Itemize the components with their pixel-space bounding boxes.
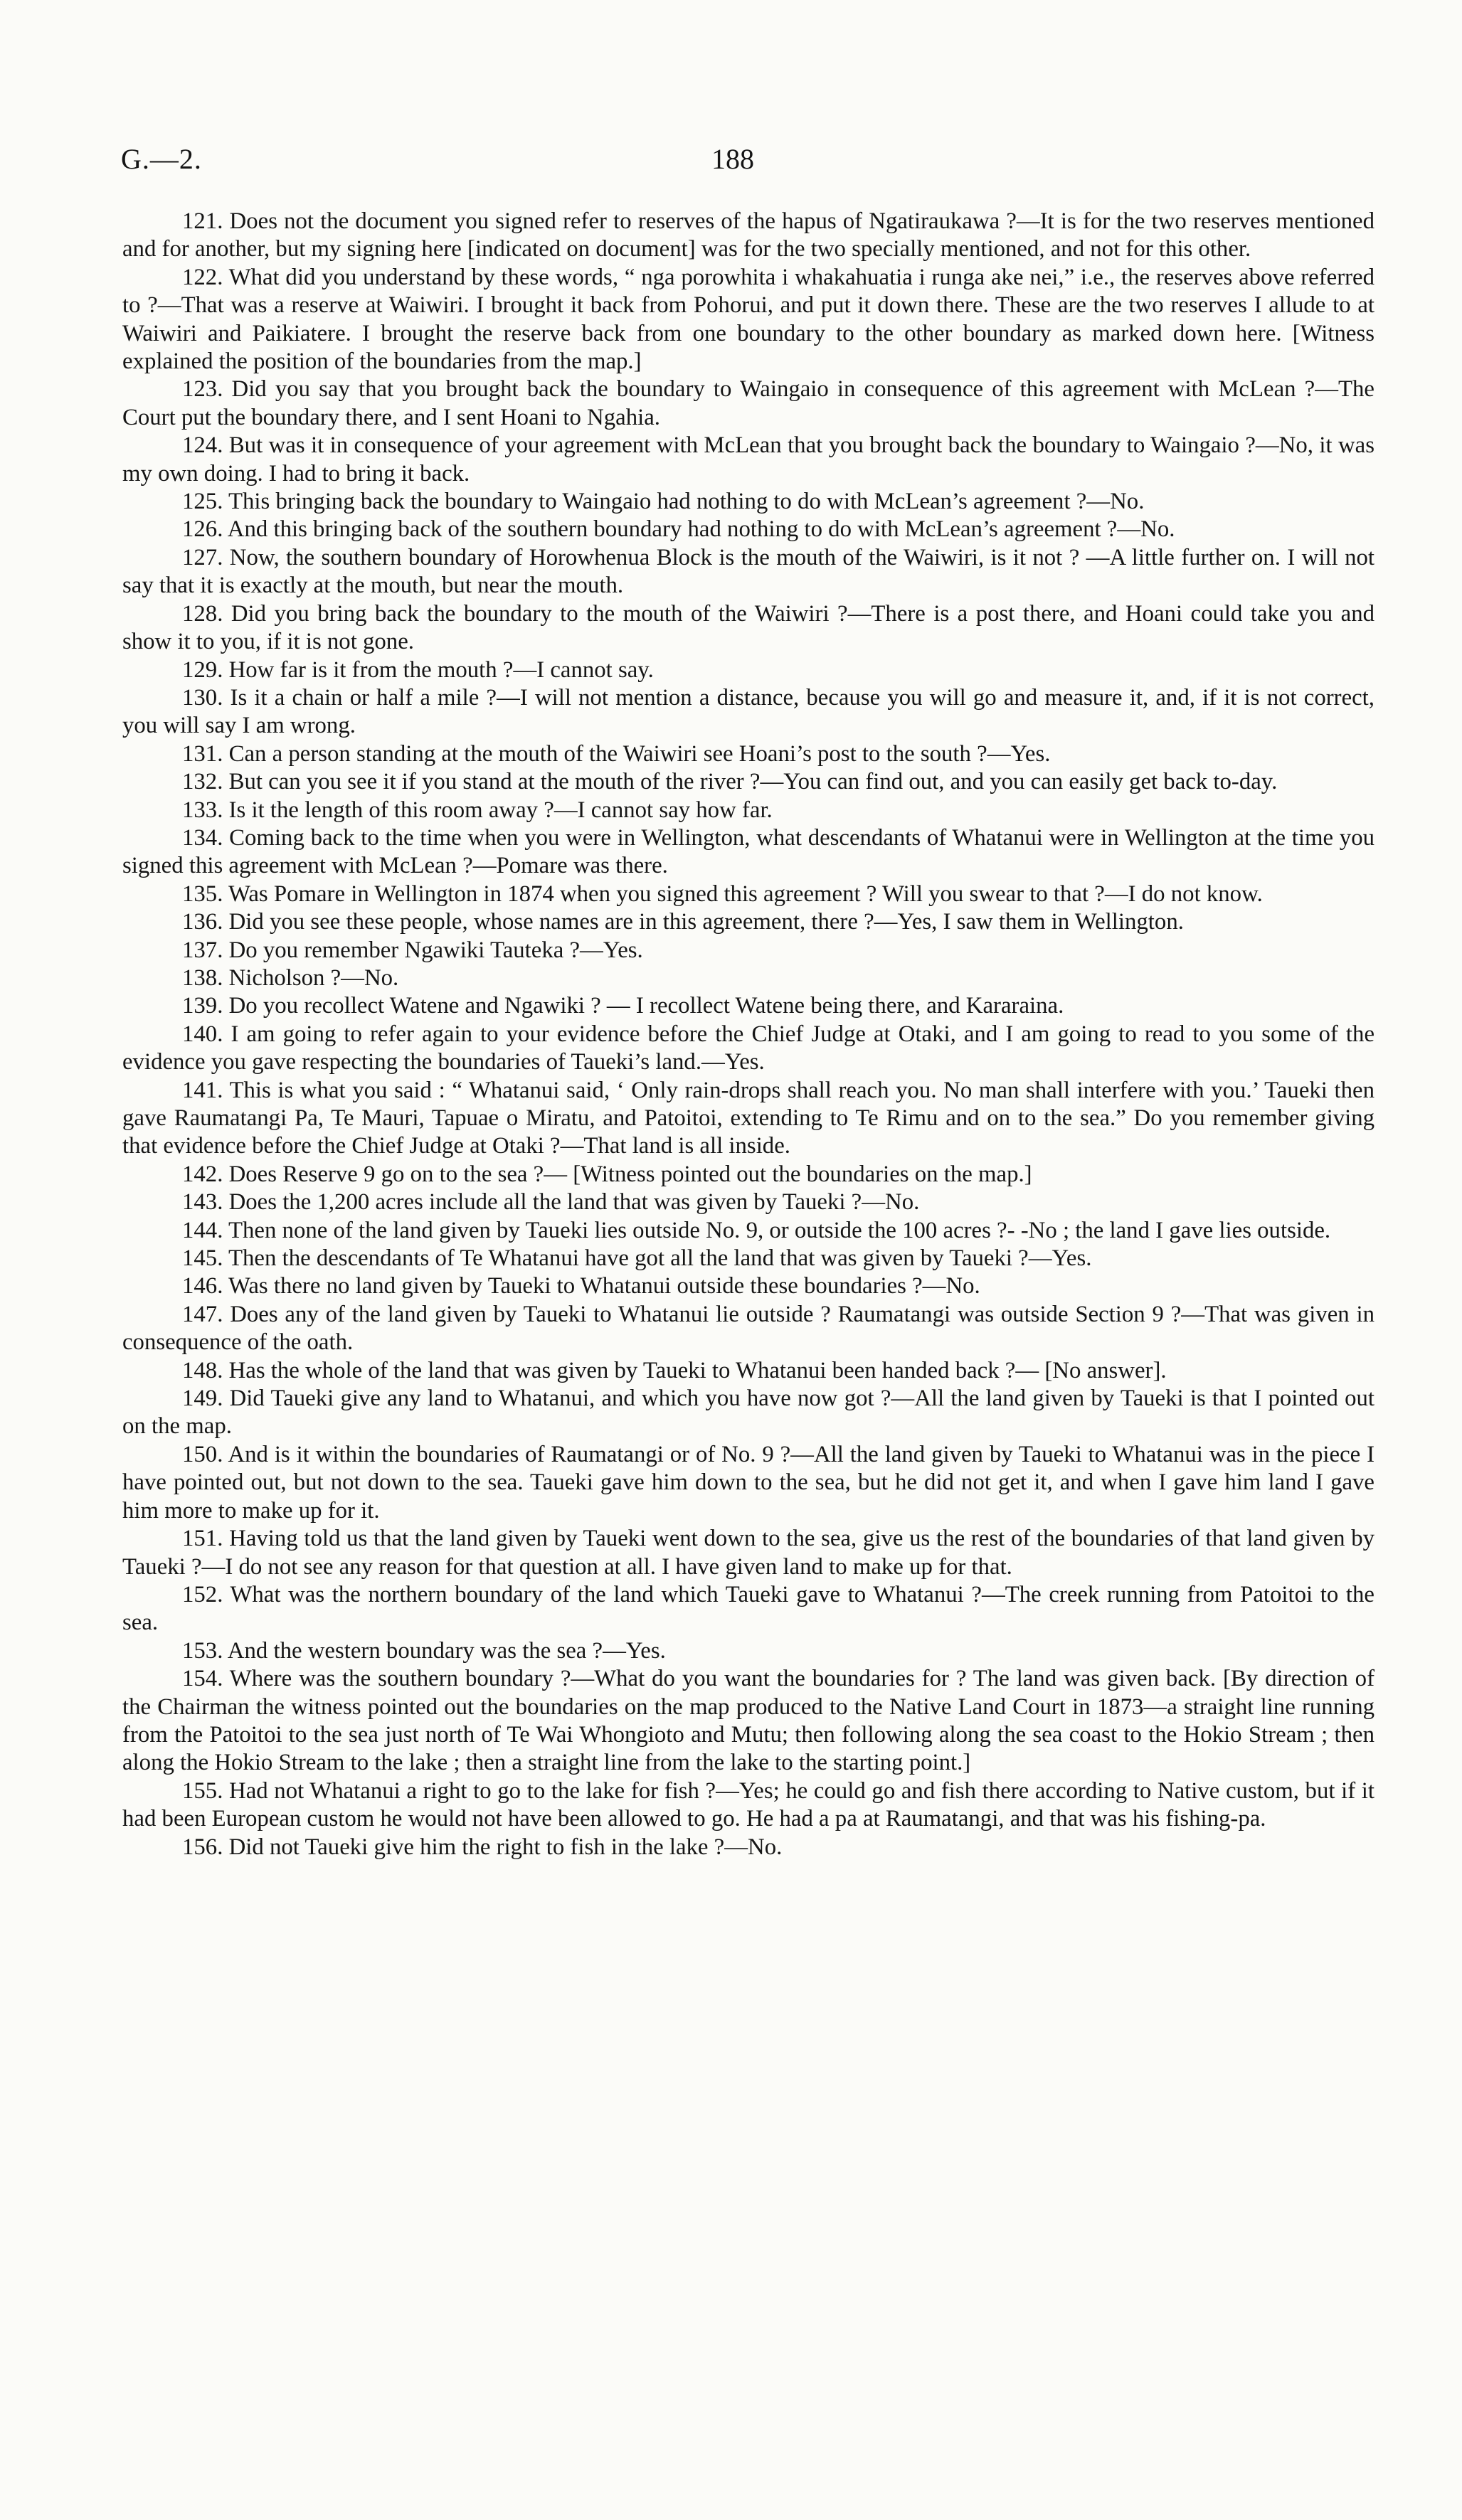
document-reference: G.—2.: [121, 143, 202, 175]
question-paragraph: 139. Do you recollect Watene and Ngawiki ? — I recollect Watene being there, and Kararaina.: [182, 993, 1064, 1019]
question-paragraph: 130. Is it a chain or half a mile ?—I will not mention a distance, because you will go and measure it, and, if it is not correct, you will say I am wrong.: [122, 684, 1374, 739]
question-paragraph: 141. This is what you said : “ Whatanui said, ‘ Only rain-drops shall reach you. No man shall interfere with you.’ Taueki then gave Raumatangi Pa, Te Mauri, Tapuae o Miratu, and Patoitoi, extending to Te Rimu and on to the sea.” Do you remember giving that evidence before the Chief Judge at Otaki ?—That land is all inside.: [122, 1077, 1374, 1159]
question-paragraph: 137. Do you remember Ngawiki Tauteka ?—Yes.: [182, 937, 643, 963]
question-paragraph: 142. Does Reserve 9 go on to the sea ?— [Witness pointed out the boundaries on the map.]: [182, 1161, 1032, 1187]
question-paragraph: 136. Did you see these people, whose names are in this agreement, there ?—Yes, I saw them in Wellington.: [182, 909, 1184, 935]
question-paragraph: 147. Does any of the land given by Taueki to Whatanui lie outside ? Raumatangi was outside Section 9 ?—That was given in consequence of the oath.: [122, 1301, 1374, 1356]
question-paragraph: 126. And this bringing back of the southern boundary had nothing to do with McLean’s agreement ?—No.: [182, 516, 1175, 543]
question-paragraph: 122. What did you understand by these words, “ nga porowhita i whakahuatia i runga ake nei,” i.e., the reserves above referred to ?—That was a reserve at Waiwiri. I brought it back from Pohorui, and put it down there. These are the two reserves I allude to at Waiwiri and Paikiatere. I brought the reserve back from one boundary to the other boundary as marked down here. [Witness explained the position of the boundaries from the map.]: [122, 264, 1374, 375]
question-paragraph: 131. Can a person standing at the mouth of the Waiwiri see Hoani’s post to the south ?—Yes.: [182, 740, 1051, 767]
question-paragraph: 153. And the western boundary was the sea ?—Yes.: [182, 1637, 666, 1664]
question-paragraph: 138. Nicholson ?—No.: [182, 964, 399, 991]
question-paragraph: 145. Then the descendants of Te Whatanui have got all the land that was given by Taueki ?—Yes.: [182, 1245, 1092, 1272]
question-paragraph: 134. Coming back to the time when you were in Wellington, what descendants of Whatanui were in Wellington at the time you signed this agreement with McLean ?—Pomare was there.: [122, 824, 1374, 879]
page-number: 188: [711, 143, 754, 175]
question-paragraph: 135. Was Pomare in Wellington in 1874 when you signed this agreement ? Will you swear to that ?—I do not know.: [182, 881, 1263, 907]
question-paragraph: 125. This bringing back the boundary to Waingaio had nothing to do with McLean’s agreement ?—No.: [182, 489, 1145, 515]
question-paragraph: 143. Does the 1,200 acres include all the land that was given by Taueki ?—No.: [182, 1189, 920, 1216]
question-paragraph: 155. Had not Whatanui a right to go to the lake for fish ?—Yes; he could go and fish there according to Native custom, but if it had been European custom he would not have been allowed to go. He had a pa at Raumatangi, and that was his fishing-pa.: [122, 1777, 1374, 1832]
question-paragraph: 154. Where was the southern boundary ?—What do you want the boundaries for ? The land was given back. [By direction of the Chairman the witness pointed out the boundaries on the map produced to the Native Land Court in 1873—a straight line running from the Patoitoi to the sea just north of Te Wai Whongioto and Mutu; then following along the sea coast to the Hokio Stream ; then along the Hokio Stream to the lake ; then a straight line from the lake to the starting point.]: [122, 1666, 1374, 1776]
question-paragraph: 146. Was there no land given by Taueki to Whatanui outside these boundaries ?—No.: [182, 1273, 980, 1299]
question-paragraph: 151. Having told us that the land given by Taueki went down to the sea, give us the rest of the boundaries of that land given by Taueki ?—I do not see any reason for that question at all. I have given land to make up for that.: [122, 1526, 1374, 1580]
question-paragraph: 156. Did not Taueki give him the right to fish in the lake ?—No.: [182, 1834, 783, 1860]
question-paragraph: 132. But can you see it if you stand at the mouth of the river ?—You can find out, and you can easily get back to-day.: [182, 769, 1278, 795]
question-paragraph: 140. I am going to refer again to your evidence before the Chief Judge at Otaki, and I am going to read to you some of the evidence you gave respecting the boundaries of Taueki’s land.—Yes.: [122, 1021, 1374, 1075]
question-paragraph: 124. But was it in consequence of your agreement with McLean that you brought back the boundary to Waingaio ?—No, it was my own doing. I had to bring it back.: [122, 432, 1374, 487]
question-paragraph: 121. Does not the document you signed refer to reserves of the hapus of Ngatiraukawa ?—It is for the two reserves mentioned and for another, but my signing here [indicated on document] was for the two specially mentioned, and not for this other.: [122, 208, 1374, 262]
question-paragraph: 128. Did you bring back the boundary to the mouth of the Waiwiri ?—There is a post there, and Hoani could take you and show it to you, if it is not gone.: [122, 600, 1374, 655]
body-text: [122, 208, 1374, 1861]
question-paragraph: 133. Is it the length of this room away ?—I cannot say how far.: [182, 797, 773, 823]
question-paragraph: 149. Did Taueki give any land to Whatanui, and which you have now got ?—All the land given by Taueki is that I pointed out on the map.: [122, 1386, 1374, 1440]
question-paragraph: 152. What was the northern boundary of the land which Taueki gave to Whatanui ?—The creek running from Patoitoi to the sea.: [122, 1581, 1374, 1636]
question-paragraph: 144. Then none of the land given by Taueki lies outside No. 9, or outside the 100 acres ?- -No ; the land I gave lies outside.: [182, 1217, 1331, 1243]
question-paragraph: 150. And is it within the boundaries of Raumatangi or of No. 9 ?—All the land given by Taueki to Whatanui was in the piece I have pointed out, but not down to the sea. Taueki gave him down to the sea, but he did not get it, and when I gave him land I gave him more to make up for it.: [122, 1441, 1374, 1524]
question-paragraph: 127. Now, the southern boundary of Horowhenua Block is the mouth of the Waiwiri, is it not ? —A little further on. I will not say that it is exactly at the mouth, but near the mouth.: [122, 544, 1374, 599]
question-paragraph: 129. How far is it from the mouth ?—I cannot say.: [182, 656, 654, 683]
page-header: [121, 142, 1341, 185]
question-paragraph: 123. Did you say that you brought back the boundary to Waingaio in consequence of this agreement with McLean ?—The Court put the boundary there, and I sent Hoani to Ngahia.: [122, 376, 1374, 430]
question-paragraph: 148. Has the whole of the land that was given by Taueki to Whatanui been handed back ?— [No answer].: [182, 1357, 1167, 1383]
